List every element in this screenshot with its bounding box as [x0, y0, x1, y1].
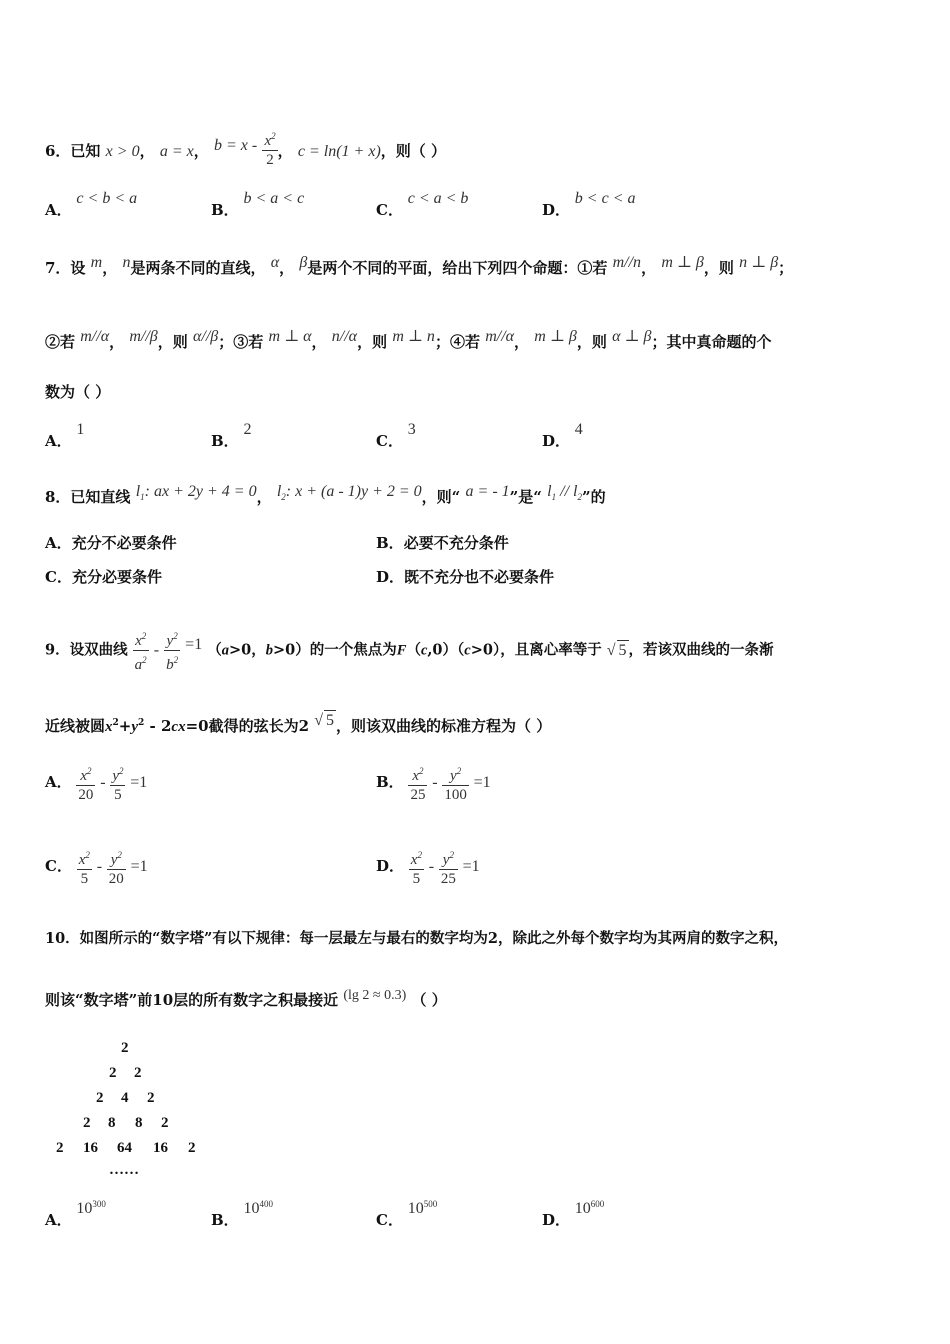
math: : ax + 2y + 4 = 0 [144, 483, 257, 500]
option-label: B． [376, 773, 404, 791]
superscript: 2 [419, 766, 424, 776]
q7-line-2 [45, 328, 772, 353]
option-value: c < a < b [407, 190, 469, 207]
text: 则该“数字塔”前10层的所有数字之积最接近 [45, 991, 339, 1009]
q6-option-b[interactable] [211, 187, 305, 219]
option-label: A． [45, 773, 72, 791]
option-value: 4 [574, 421, 583, 438]
tower-cell: 8 [135, 1115, 143, 1131]
option-value: c < b < a [76, 190, 138, 207]
tower-cell: 2 [188, 1140, 196, 1156]
superscript: 2 [173, 655, 179, 665]
math: =1 [473, 774, 491, 791]
denominator: 5 [114, 787, 122, 803]
math: y [450, 768, 457, 784]
math: α ⊥ β [612, 328, 652, 345]
q10-line-2 [45, 990, 447, 1012]
option-label: B． [211, 432, 239, 450]
text: ，则 [576, 333, 607, 351]
math: x [80, 768, 87, 784]
q9-option-b[interactable] [376, 762, 491, 804]
math: m ⊥ β [534, 328, 577, 345]
q9-option-c[interactable] [45, 846, 148, 888]
text: 近线被圆 [45, 717, 106, 735]
math: a = - 1 [465, 483, 510, 500]
q8-option-a[interactable] [45, 533, 177, 553]
option-exponent: 400 [259, 1199, 273, 1209]
math: b [166, 657, 174, 673]
option-value: 3 [407, 421, 416, 438]
denominator: 25 [410, 787, 426, 803]
option-label: D． [542, 1211, 571, 1229]
q9-line-2 [45, 713, 551, 737]
text: ，则 [157, 333, 188, 351]
minus-sign: - [428, 858, 435, 875]
text: ，则 [357, 333, 388, 351]
superscript: 2 [118, 766, 124, 776]
q10-option-a[interactable] [45, 1197, 106, 1229]
math: m//α [80, 328, 110, 345]
text: ， [109, 333, 125, 351]
option-value: 1 [76, 421, 85, 438]
superscript: 2 [456, 766, 462, 776]
text: ，则该双曲线的标准方程为（ ） [336, 717, 552, 735]
q6-cond: x > 0 [105, 143, 140, 160]
option-text: 充分必要条件 [71, 568, 162, 586]
math: a [134, 657, 143, 673]
parallel-symbol: // [556, 483, 574, 500]
q9-line-1 [45, 627, 774, 674]
option-label: B． [211, 201, 239, 219]
text: ， [256, 488, 272, 506]
fraction [409, 846, 424, 888]
fraction [110, 762, 125, 804]
minus-sign: - [432, 774, 438, 791]
text: >0， [229, 641, 266, 659]
math: m//α [485, 328, 515, 345]
text: ， [514, 333, 530, 351]
hint: (lg 2 ≈ 0.3) [343, 988, 407, 1003]
q6-stem [45, 127, 446, 169]
q6-sep: ， [277, 142, 293, 160]
option-label: B． [211, 1211, 239, 1229]
option-label: C． [376, 432, 403, 450]
text: ；④若 [434, 333, 480, 351]
tower-cell: 2 [56, 1140, 64, 1156]
math: cx [171, 719, 186, 735]
option-base: 10 [407, 1200, 424, 1217]
math: m [90, 254, 103, 271]
minus-sign: - [153, 641, 160, 659]
math: x [412, 768, 420, 784]
math: c [464, 642, 471, 659]
q8-stem [45, 483, 606, 513]
option-text: 必要不充分条件 [403, 534, 509, 552]
math: α [270, 254, 280, 271]
sqrt-symbol: √ [314, 712, 324, 729]
q9-option-d[interactable] [376, 846, 480, 888]
option-label: A． [45, 534, 72, 552]
math: n ⊥ β [739, 254, 779, 271]
minus-sign: - [100, 774, 106, 791]
superscript: 2 [117, 850, 122, 860]
subscript: 1 [551, 492, 557, 503]
superscript: 2 [173, 631, 178, 641]
fraction [76, 762, 95, 804]
text: =0截得的弦长为2 [185, 717, 310, 735]
q9-line2-sqrt [314, 712, 336, 729]
q7-option-a[interactable] [45, 418, 85, 450]
math: x [78, 852, 86, 868]
option-exponent: 300 [92, 1199, 106, 1209]
superscript: 2 [85, 850, 90, 860]
math: =1 [185, 635, 203, 653]
math: y [110, 852, 118, 868]
q10-line-1 [45, 929, 788, 949]
subscript: 2 [577, 492, 582, 503]
text: 是两条不同的直线， [130, 259, 266, 277]
tower-cell: 2 [147, 1090, 155, 1106]
tower-cell: 2 [96, 1090, 104, 1106]
q6-sep: ， [139, 142, 155, 160]
tower-cell: 8 [108, 1115, 116, 1131]
denominator: 20 [78, 787, 94, 803]
q9-y-fraction [164, 627, 180, 674]
minus-sign: - [96, 858, 103, 875]
q6-b-fraction [262, 127, 277, 169]
tower-cell: 4 [121, 1090, 129, 1106]
q9-option-a[interactable] [45, 762, 147, 804]
text: ；其中真命题的个 [651, 333, 772, 351]
superscript: 2 [417, 850, 422, 860]
denominator: 5 [412, 871, 421, 887]
superscript: 2 [87, 766, 92, 776]
text: （ [207, 641, 222, 659]
q7-option-d[interactable] [542, 418, 583, 450]
option-label: D． [542, 201, 571, 219]
text: ， [311, 333, 327, 351]
denominator: 100 [444, 787, 467, 803]
tower-cell: 2 [161, 1115, 169, 1131]
fraction [107, 846, 126, 888]
q10-option-c[interactable] [376, 1197, 438, 1229]
option-text: 既不充分也不必要条件 [404, 568, 555, 586]
option-value: b < a < c [243, 190, 305, 207]
q6-b-num: x [264, 133, 272, 149]
text: ； [778, 259, 794, 277]
q6-b-lhs: b = x - [213, 137, 258, 154]
math: l [547, 483, 552, 500]
math: m//β [129, 328, 158, 345]
option-base: 10 [76, 1200, 93, 1217]
option-label: C． [45, 568, 72, 586]
math: m ⊥ n [392, 328, 435, 345]
math: l [573, 483, 578, 500]
q8-label: 8．已知直线 [45, 488, 131, 506]
math: y [166, 633, 174, 649]
denominator: 20 [108, 871, 124, 887]
q8-option-c[interactable] [45, 567, 162, 587]
superscript: 2 [141, 631, 147, 641]
q7-line-3 [45, 382, 110, 402]
q8-option-d[interactable] [376, 567, 554, 587]
sqrt-symbol: √ [606, 641, 616, 659]
q8-option-b[interactable] [376, 533, 509, 553]
option-label: A． [45, 432, 72, 450]
q6-b-den: 2 [266, 152, 274, 168]
q7-option-c[interactable] [376, 418, 416, 450]
q7-option-b[interactable] [211, 418, 252, 450]
fraction [77, 846, 92, 888]
option-value: 2 [243, 421, 252, 438]
option-base: 10 [243, 1200, 260, 1217]
math: =1 [130, 774, 148, 791]
math: : x + (a - 1)y + 2 = 0 [285, 483, 422, 500]
fraction [442, 762, 469, 804]
q9-x-fraction [133, 627, 149, 674]
q7-label: 7．设 [45, 259, 86, 277]
option-label: C． [45, 857, 72, 875]
math: β [299, 254, 308, 271]
option-base: 10 [574, 1200, 591, 1217]
text: ， [641, 259, 657, 277]
tower-cell: 2 [121, 1040, 129, 1056]
option-label: D． [376, 857, 405, 875]
option-label: D． [542, 432, 571, 450]
option-exponent: 600 [590, 1199, 605, 1209]
q6-sep: ， [193, 142, 209, 160]
option-value: b < c < a [574, 190, 636, 207]
q6-option-d[interactable] [542, 187, 636, 219]
math: F [396, 642, 407, 659]
superscript: 2 [449, 850, 454, 860]
q6-b-sup: 2 [271, 131, 276, 141]
math: =1 [130, 858, 148, 875]
math: b [265, 642, 274, 659]
option-label: D． [376, 568, 405, 586]
math: y [112, 768, 119, 784]
text: ，则“ [421, 488, 461, 506]
math: x [105, 719, 113, 735]
q6-label: 6．已知 [45, 142, 101, 160]
option-exponent: 500 [423, 1199, 438, 1209]
text: ， [102, 259, 118, 277]
option-label: A． [45, 1211, 72, 1229]
fraction [408, 762, 427, 804]
q10-option-d[interactable] [542, 1197, 605, 1229]
math: y [442, 852, 450, 868]
math: 5 [326, 712, 335, 729]
tower-cell: 16 [153, 1140, 168, 1156]
option-label: B． [376, 534, 404, 552]
option-label: C． [376, 201, 403, 219]
text: >0）的一个焦点为 [273, 641, 397, 659]
text: ,0）（ [427, 641, 465, 659]
q6-tail: ，则（ ） [380, 142, 447, 160]
math: l [135, 483, 141, 500]
math: y [131, 719, 139, 735]
superscript: 2 [112, 718, 119, 728]
tower-ellipsis: …… [109, 1162, 139, 1178]
tower-cell: 64 [117, 1140, 132, 1156]
tower-cell: 2 [83, 1115, 91, 1131]
math: α//β [193, 328, 219, 345]
text: ，则 [703, 259, 734, 277]
text: 10．如图所示的“数字塔”有以下规律：每一层最左与最右的数字均为2，除此之外每个数字均为其两肩的数字之积， [45, 930, 788, 947]
superscript: 2 [142, 655, 147, 665]
q9-sqrt [607, 642, 629, 659]
math: m ⊥ β [661, 254, 704, 271]
subscript: 1 [140, 492, 145, 503]
tower-cell: 16 [83, 1140, 98, 1156]
text: 数为（ ） [45, 383, 111, 401]
math: n//α [331, 328, 358, 345]
tower-cell: 2 [134, 1065, 142, 1081]
q7-line-1 [45, 254, 794, 279]
text: ， [279, 259, 295, 277]
text: ”的 [581, 488, 606, 506]
denominator: 25 [440, 871, 456, 887]
math: x [410, 852, 418, 868]
math: m//n [612, 254, 642, 271]
fraction [439, 846, 458, 888]
option-label: C． [376, 1211, 403, 1229]
option-text: 充分不必要条件 [71, 534, 177, 552]
math: =1 [462, 858, 480, 875]
q6-c-expr: c = ln(1 + x) [297, 143, 381, 160]
text: （ ） [411, 991, 447, 1009]
text: >0），且离心率等于 [470, 641, 602, 659]
text: 是两个不同的平面，给出下列四个命题：①若 [307, 259, 608, 277]
math: a [221, 642, 230, 659]
q10-option-b[interactable] [211, 1197, 273, 1229]
q9-label: 9．设双曲线 [45, 641, 128, 659]
math: n [122, 254, 131, 271]
math: x [135, 633, 142, 649]
text: ”是“ [509, 488, 542, 506]
denominator: 5 [80, 871, 89, 887]
q6-option-a[interactable] [45, 187, 138, 219]
text: + [118, 717, 132, 735]
math: m ⊥ α [268, 328, 312, 345]
option-label: A． [45, 201, 72, 219]
tower-cell: 2 [109, 1065, 117, 1081]
superscript: 2 [138, 718, 145, 728]
math: l [276, 483, 282, 500]
text: ，若该双曲线的一条渐 [628, 641, 774, 659]
math: c [420, 642, 428, 659]
q6-a-expr: a = x [159, 143, 194, 160]
q6-option-c[interactable] [376, 187, 469, 219]
text: （ [406, 641, 421, 659]
text: ②若 [45, 333, 76, 351]
text: ；③若 [218, 333, 264, 351]
math: 5 [618, 641, 627, 659]
subscript: 2 [281, 492, 286, 503]
text: - 2 [144, 717, 172, 735]
